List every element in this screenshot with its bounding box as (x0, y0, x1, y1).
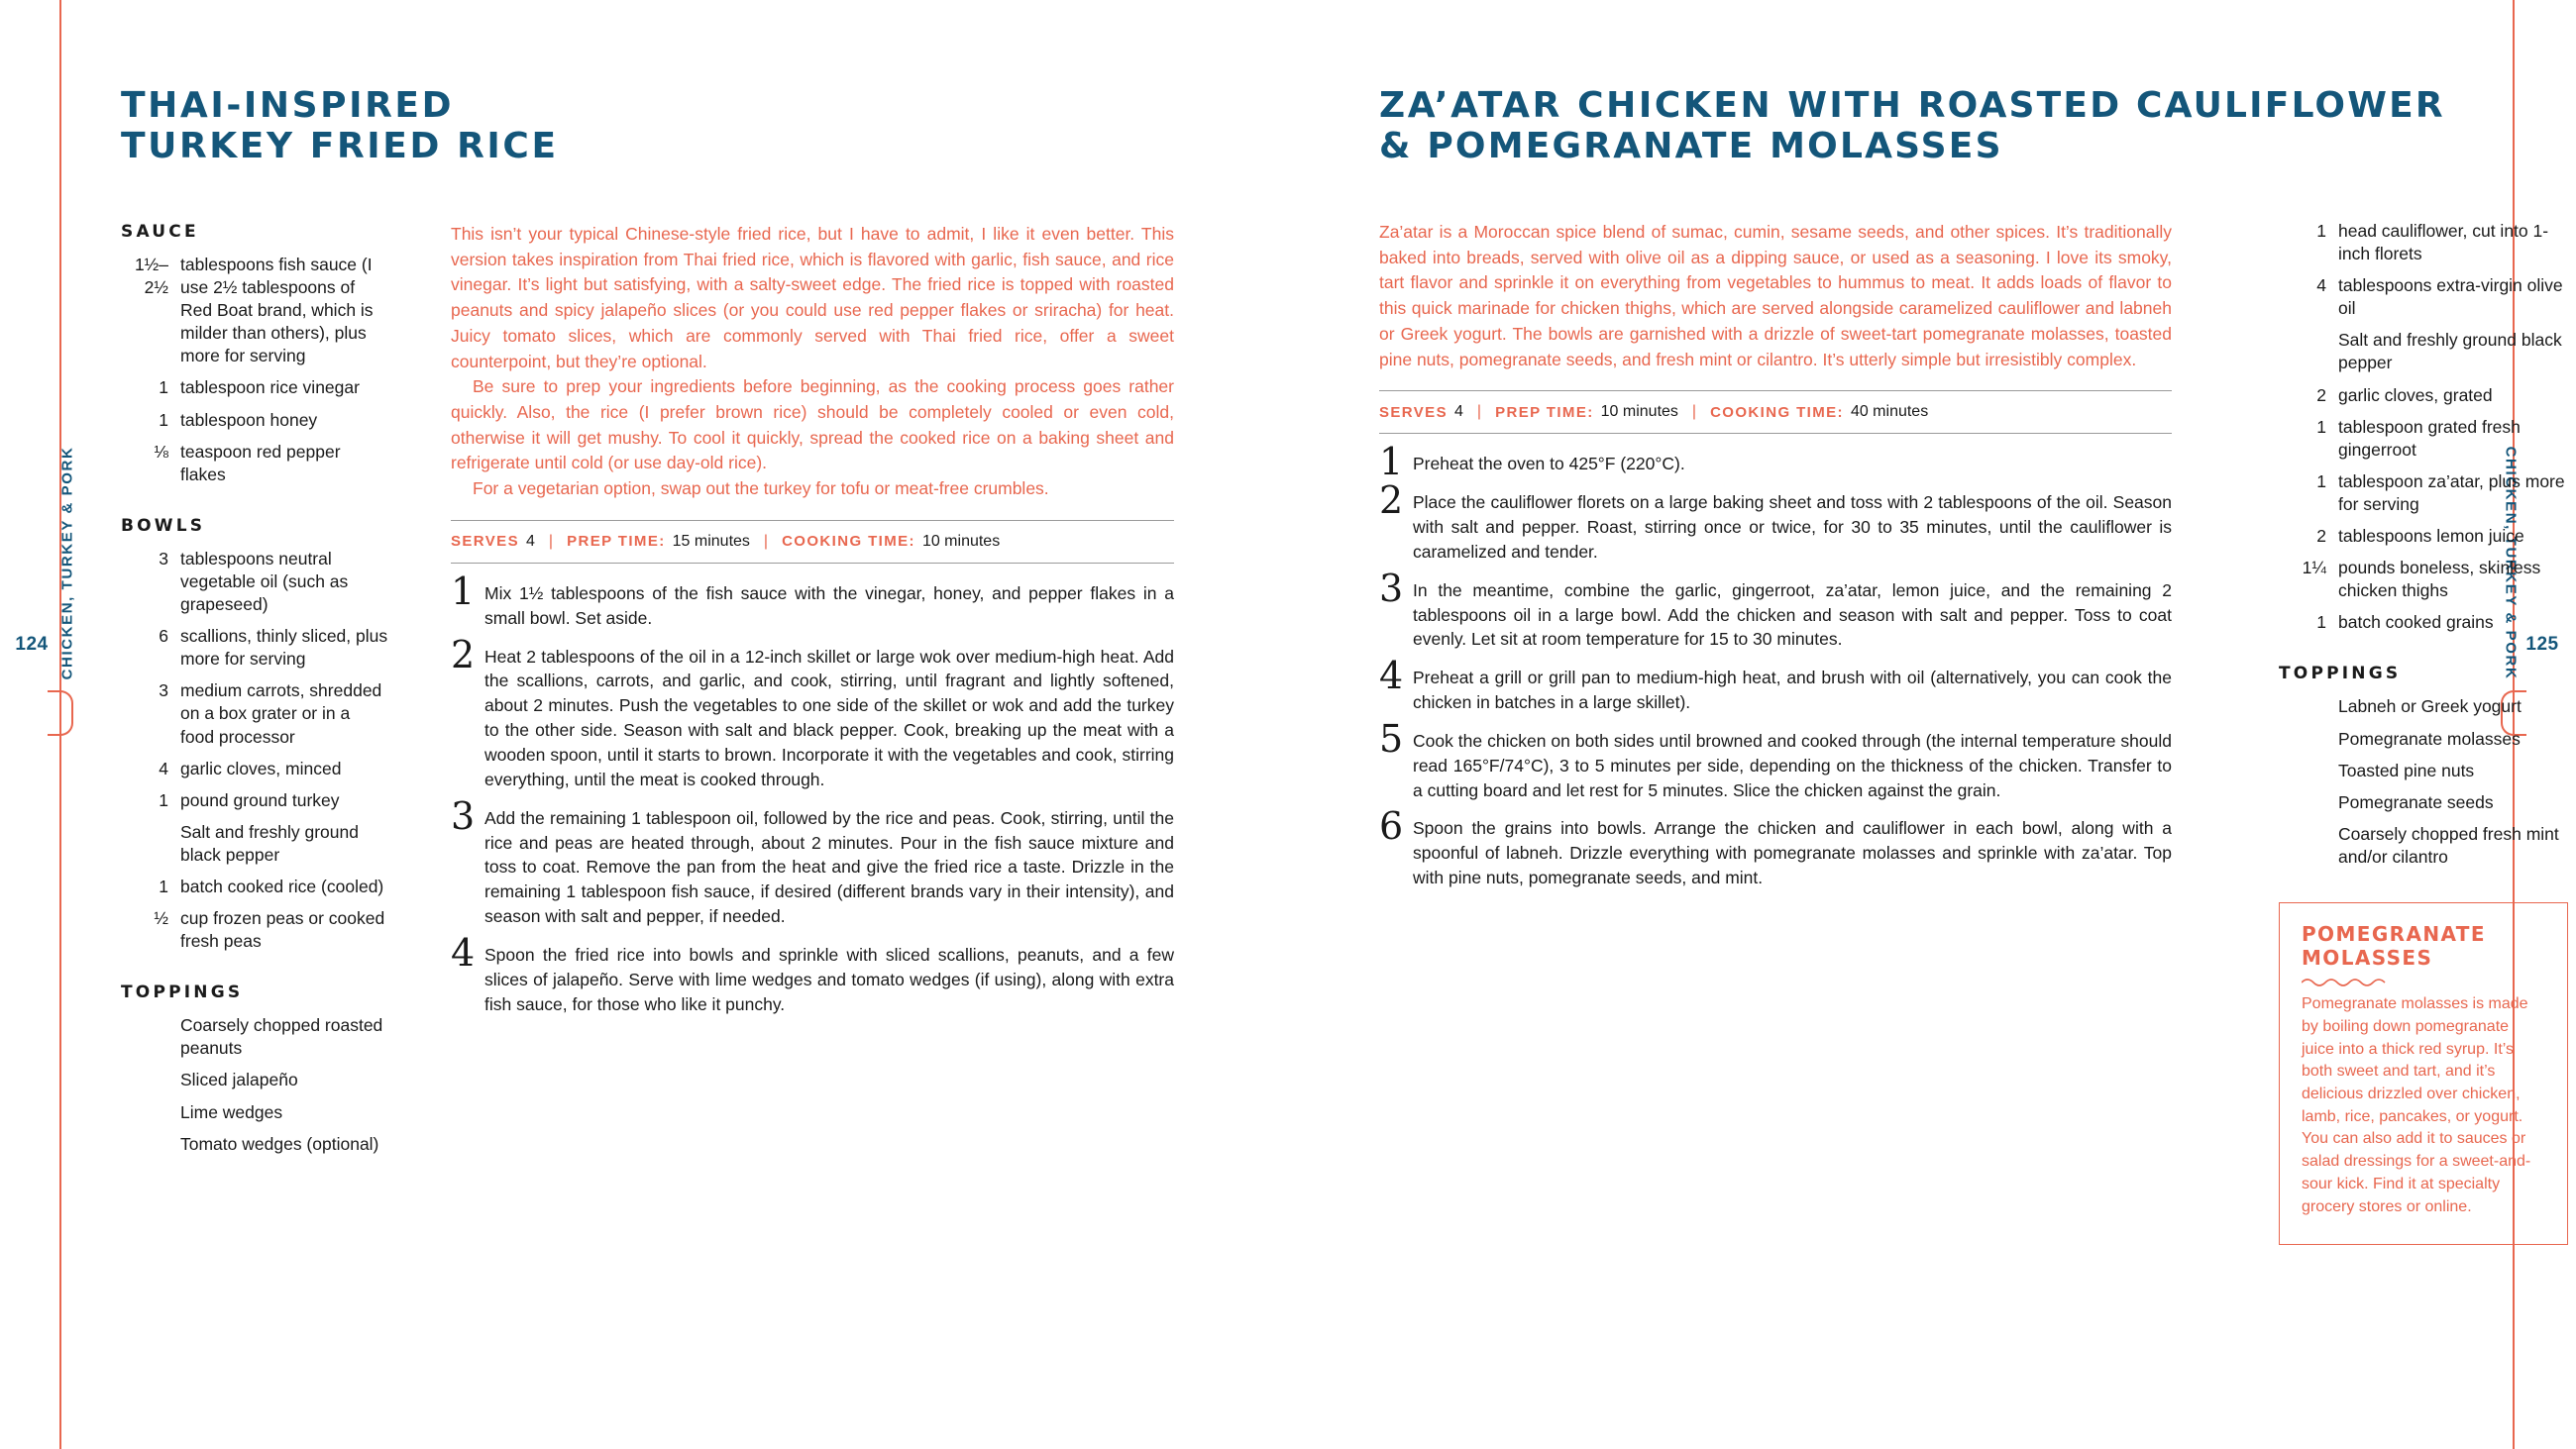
ingredient-qty: 2 (2316, 526, 2326, 547)
ingredient-item (121, 441, 388, 486)
ingredient-qty: 1½–2½ (134, 255, 168, 298)
pomegranate-molasses-sidebar (2279, 902, 2568, 1245)
left-recipe-title (121, 85, 676, 166)
step-text: In the meantime, combine the garlic, gingerroot, za’atar, lemon juice, and the remaining 2 tablespoons oil in a large bowl. Add the chicken and season with salt and pepper. Toss to coat evenly. Let sit at room temperature for 15 to 30 minutes. (1413, 579, 2172, 650)
recipe-step (451, 793, 1174, 929)
ingredient-item (2279, 728, 2566, 751)
ingredient-text: tablespoons lemon juice (2338, 526, 2524, 547)
ingredient-qty: 1 (159, 409, 168, 430)
left-folio-decoration (48, 690, 73, 736)
left-ingredient-list-bowls (121, 548, 388, 953)
ingredient-item (121, 1014, 388, 1060)
step-number: 2 (1379, 478, 1404, 523)
ingredient-qty: 1 (159, 377, 168, 398)
step-text: Heat 2 tablespoons of the oil in a 12-inch skillet or large wok over medium-high heat. Add the scallions, carrots, and garlic, and cook, stirring, until fragrant and lightly softened, about 2 minutes. Push the vegetables to one side of the skillet or wok and add the turkey to the other side. Season with salt and black pepper. Cook, breaking up the meat with a wooden spoon, until it starts to brown. Incorporate it with the vegetables and cook, stirring everything, until the meat is cooked through. (484, 646, 1174, 789)
left-ingredient-list-sauce (121, 254, 388, 486)
ingredient-item (121, 1101, 388, 1124)
ingredient-text: tablespoon grated fresh gingerroot (2338, 416, 2521, 460)
left-body-column (451, 222, 1174, 1030)
ingredient-item (121, 876, 388, 898)
step-text: Add the remaining 1 tablespoon oil, followed by the rice and peas. Cook, stirring, until the rice and peas are heated through, about 2 minutes. Pour in the fish sauce mixture and toss to coat. Remove the pan from the heat and give the fried rice a taste. Drizzle in the remaining 1 tablespoon fish sauce, if desired (different brands vary in their intensity), and season with salt and pepper, if needed. (484, 807, 1174, 927)
ingredient-item (121, 679, 388, 748)
cooking-time-value: 40 minutes (1850, 403, 1929, 421)
prep-time-label: PREP TIME: (1495, 403, 1594, 421)
left-page-number: 124 (15, 634, 49, 655)
left-headnote-paragraph-3: For a vegetarian option, swap out the turkey for tofu or meat-free crumbles. (473, 478, 1049, 499)
recipe-step (1379, 440, 2172, 484)
recipe-step (1379, 478, 2172, 565)
ingredient-text: Labneh or Greek yogurt (2338, 696, 2522, 717)
ingredient-item (121, 1069, 388, 1091)
ingredient-text: batch cooked grains (2338, 612, 2494, 633)
step-text: Preheat a grill or grill pan to medium-high heat, and brush with oil (alternatively, you can cook the chicken in batches in a large skillet). (1413, 668, 2172, 713)
right-body-column (1379, 220, 2172, 904)
step-number: 1 (451, 569, 476, 613)
serves-value: 4 (526, 532, 535, 550)
ingredient-text: medium carrots, shredded on a box grater or in a food processor (180, 680, 382, 747)
left-ingredient-list-toppings (121, 1014, 388, 1155)
cooking-time-value: 10 minutes (921, 532, 1001, 550)
recipe-step (451, 632, 1174, 792)
ingredient-text: tablespoon honey (180, 409, 318, 430)
ingredient-text: batch cooked rice (cooled) (180, 876, 384, 896)
ingredient-text: Lime wedges (180, 1101, 283, 1122)
squiggle-divider-icon (2302, 974, 2545, 983)
left-page-folio (0, 634, 91, 656)
left-steps-list (451, 569, 1174, 1017)
right-page-number: 125 (2525, 634, 2559, 655)
step-text: Preheat the oven to 425°F (220°C). (1413, 454, 1685, 474)
ingredient-qty: ½ (154, 908, 168, 929)
step-text: Place the cauliflower florets on a large baking sheet and toss with 2 tablespoons of the oil. Season with salt and pepper. Roast, stirring once or twice, for 30 to 35 minutes, until the cauliflower is caramelized and tender. (1413, 492, 2172, 562)
ingredient-text: tablespoon za’atar, plus more for serving (2338, 470, 2565, 514)
ingredient-text: tablespoon rice vinegar (180, 377, 360, 398)
step-number: 3 (451, 793, 476, 838)
right-section-heading-toppings: TOPPINGS (2279, 664, 2402, 684)
left-ingredients-column (121, 222, 388, 1165)
recipe-step (1379, 716, 2172, 803)
ingredient-item (2279, 274, 2566, 320)
ingredient-qty: 1¼ (2302, 558, 2326, 578)
right-title-line-1 (1379, 85, 2449, 126)
ingredient-text: Salt and freshly ground black pepper (2338, 330, 2562, 373)
ingredient-qty: 6 (159, 626, 168, 647)
sidebar-title-line-1: POMEGRANATE (2302, 921, 2486, 946)
step-number: 6 (1379, 804, 1404, 849)
ingredient-text: cup frozen peas or cooked fresh peas (180, 908, 385, 952)
serves-label: SERVES (1379, 403, 1448, 421)
ingredient-item (2279, 525, 2566, 548)
ingredient-qty: ⅛ (154, 441, 168, 462)
ingredient-text: Coarsely chopped fresh mint and/or cilantro (2338, 823, 2559, 867)
left-recipe-meta (451, 520, 1174, 564)
ingredient-qty: 3 (159, 548, 168, 569)
ingredient-text: Toasted pine nuts (2338, 760, 2475, 780)
ingredient-item (121, 376, 388, 399)
ingredient-text: Tomato wedges (optional) (180, 1133, 379, 1154)
left-title-line-1: THAI-INSPIRED (121, 85, 455, 126)
prep-time-value: 15 minutes (672, 532, 750, 550)
recipe-step (451, 930, 1174, 1017)
right-recipe-title (1379, 85, 2449, 166)
right-ingredients-column (2279, 220, 2566, 1245)
ingredient-qty: 1 (159, 789, 168, 810)
recipe-step (451, 569, 1174, 631)
recipe-step (1379, 654, 2172, 715)
ingredient-qty: 1 (2316, 221, 2326, 241)
left-headnote (451, 222, 1174, 502)
ingredient-item (2279, 416, 2566, 462)
sidebar-title-line-2: MOLASSES (2302, 945, 2433, 970)
right-title-line-2: & POMEGRANATE MOLASSES (1379, 126, 2003, 167)
ingredient-text: Coarsely chopped roasted peanuts (180, 1015, 383, 1059)
step-number: 3 (1379, 566, 1404, 610)
ingredient-text: Pomegranate seeds (2338, 791, 2494, 812)
ingredient-item (121, 548, 388, 616)
ingredient-item (121, 789, 388, 812)
right-steps-list (1379, 440, 2172, 890)
left-headnote-paragraph-2: Be sure to prep your ingredients before beginning, as the cooking process goes rather quickly. Also, the rice (I prefer brown rice) should be completely cooled or even cold, otherwise it will get mushy. To cool it quickly, spread the cooked rice on a baking sheet and refrigerate until cold (or use day-old rice). (451, 376, 1174, 473)
ingredient-item (121, 409, 388, 432)
meta-divider: | (548, 532, 554, 550)
meta-divider: | (1476, 403, 1482, 421)
meta-divider: | (763, 532, 769, 550)
right-title-rest: WITH ROASTED CAULIFLOWER (1787, 85, 2445, 126)
left-section-heading-toppings: TOPPINGS (121, 983, 244, 1003)
ingredient-qty: 1 (2316, 416, 2326, 437)
ingredient-item (2279, 220, 2566, 265)
ingredient-item (2279, 557, 2566, 602)
right-ingredient-list (2279, 220, 2566, 634)
cooking-time-label: COOKING TIME: (782, 533, 915, 551)
ingredient-qty: 3 (159, 680, 168, 701)
ingredient-text: Pomegranate molasses (2338, 728, 2521, 749)
ingredient-text: scallions, thinly sliced, plus more for serving (180, 626, 388, 670)
ingredient-item (2279, 823, 2566, 869)
left-section-heading-bowls: BOWLS (121, 515, 206, 536)
ingredient-text: garlic cloves, minced (180, 758, 342, 778)
right-recipe-meta (1379, 390, 2172, 434)
serves-label: SERVES (451, 533, 519, 551)
ingredient-item (2279, 791, 2566, 814)
ingredient-item (2279, 695, 2566, 718)
sidebar-title (2302, 923, 2545, 970)
ingredient-qty: 4 (159, 758, 168, 778)
ingredient-item (121, 821, 388, 867)
ingredient-text: teaspoon red pepper flakes (180, 441, 341, 484)
serves-value: 4 (1454, 403, 1463, 421)
right-running-head: CHICKEN, TURKEY & PORK (2502, 446, 2520, 680)
ingredient-qty: 2 (2316, 384, 2326, 405)
prep-time-label: PREP TIME: (567, 533, 666, 551)
step-text: Spoon the fried rice into bowls and sprinkle with sliced scallions, peanuts, and a few slices of jalapeño. Serve with lime wedges and tomato wedges (if using), along with extra fish sauce, for those who like it punchy. (484, 944, 1174, 1014)
step-text: Cook the chicken on both sides until browned and cooked through (the internal temperature should read 165°F/74°C), 3 to 5 minutes per side, depending on the thickness of the chicken. Transfer to a cutting board and let rest for 5 minutes. Slice the chicken against the grain. (1413, 730, 2172, 800)
ingredient-text: head cauliflower, cut into 1-inch florets (2338, 221, 2549, 264)
recipe-step (1379, 804, 2172, 890)
step-text: Spoon the grains into bowls. Arrange the chicken and cauliflower in each bowl, along with a spoonful of labneh. Drizzle everything with pomegranate molasses and sprinkle with za’atar. Top with pine nuts, pomegranate seeds, and mint. (1413, 818, 2172, 888)
step-number: 1 (1379, 440, 1404, 484)
ingredient-text: pound ground turkey (180, 789, 340, 810)
left-section-heading-sauce: SAUCE (121, 222, 199, 242)
ingredient-text: Sliced jalapeño (180, 1070, 298, 1090)
left-headnote-paragraph-1: This isn’t your typical Chinese-style fried rice, but I have to admit, I like it even better. This version takes inspiration from Thai fried rice, which is flavored with garlic, fish sauce, and rice vinegar. It’s light but satisfying, with a salty-sweet edge. The fried rice is topped with roasted peanuts and spicy jalapeño slices (or you could use red pepper flakes or sriracha) for heat. Juicy tomato slices, which are commonly served with Thai fried rice, offer a sweet counterpoint, but they’re optional. (451, 224, 1174, 371)
ingredient-item (121, 758, 388, 780)
sidebar-body: Pomegranate molasses is made by boiling down pomegranate juice into a thick red syrup. It’s both sweet and tart, and it’s delicious drizzled over chicken, lamb, rice, pancakes, or yogurt. You can also add it to sauces or salad dressings for a sweet-and-sour kick. Find it at specialty grocery stores or online. (2302, 995, 2531, 1215)
ingredient-qty: 4 (2316, 275, 2326, 296)
recipe-step (1379, 566, 2172, 653)
right-page (1288, 0, 2576, 1449)
ingredient-item (2279, 470, 2566, 516)
ingredient-item (121, 907, 388, 953)
prep-time-value: 10 minutes (1600, 403, 1678, 421)
left-title-line-2: TURKEY FRIED RICE (121, 126, 559, 167)
step-number: 5 (1379, 716, 1404, 761)
ingredient-item (2279, 329, 2566, 374)
right-toppings-list (2279, 695, 2566, 869)
ingredient-item (2279, 760, 2566, 782)
ingredient-item (2279, 611, 2566, 634)
right-title-main: ZA’ATAR CHICKEN (1379, 85, 1773, 126)
ingredient-item (121, 254, 388, 367)
ingredient-qty: 1 (2316, 612, 2326, 633)
ingredient-text: tablespoons extra-virgin olive oil (2338, 275, 2563, 319)
ingredient-item (121, 625, 388, 671)
ingredient-text: tablespoons neutral vegetable oil (such as grapeseed) (180, 548, 349, 615)
meta-divider: | (1691, 403, 1697, 421)
ingredient-text: pounds boneless, skinless chicken thighs (2338, 558, 2541, 601)
ingredient-qty: 1 (159, 876, 168, 896)
ingredient-qty: 1 (2316, 470, 2326, 491)
right-headnote: Za’atar is a Moroccan spice blend of sumac, cumin, sesame seeds, and other spices. It’s traditionally baked into breads, served with olive oil as a dipping sauce, or used as a seasoning. I love its smoky, tart flavor and sprinkle it on everything from vegetables to hummus to meat. It adds loads of flavor to this quick marinade for chicken thighs, which are served alongside caramelized cauliflower and labneh or Greek yogurt. The bowls are garnished with a drizzle of sweet-tart pomegranate molasses, toasted pine nuts, pomegranate seeds, and fresh mint or cilantro. It’s utterly simple but irresistibly complex. (1379, 222, 2172, 369)
step-text: Mix 1½ tablespoons of the fish sauce with the vinegar, honey, and pepper flakes in a small bowl. Set aside. (484, 582, 1174, 628)
step-number: 4 (451, 930, 476, 975)
left-running-head: CHICKEN, TURKEY & PORK (58, 446, 76, 680)
ingredient-item (2279, 384, 2566, 407)
step-number: 2 (451, 632, 476, 676)
ingredient-text: tablespoons fish sauce (I use 2½ tablespoons of Red Boat brand, which is milder than others), plus more for serving (180, 255, 374, 366)
cooking-time-label: COOKING TIME: (1710, 403, 1844, 421)
ingredient-item (121, 1133, 388, 1156)
step-number: 4 (1379, 654, 1404, 698)
ingredient-text: garlic cloves, grated (2338, 384, 2493, 405)
ingredient-text: Salt and freshly ground black pepper (180, 821, 359, 865)
